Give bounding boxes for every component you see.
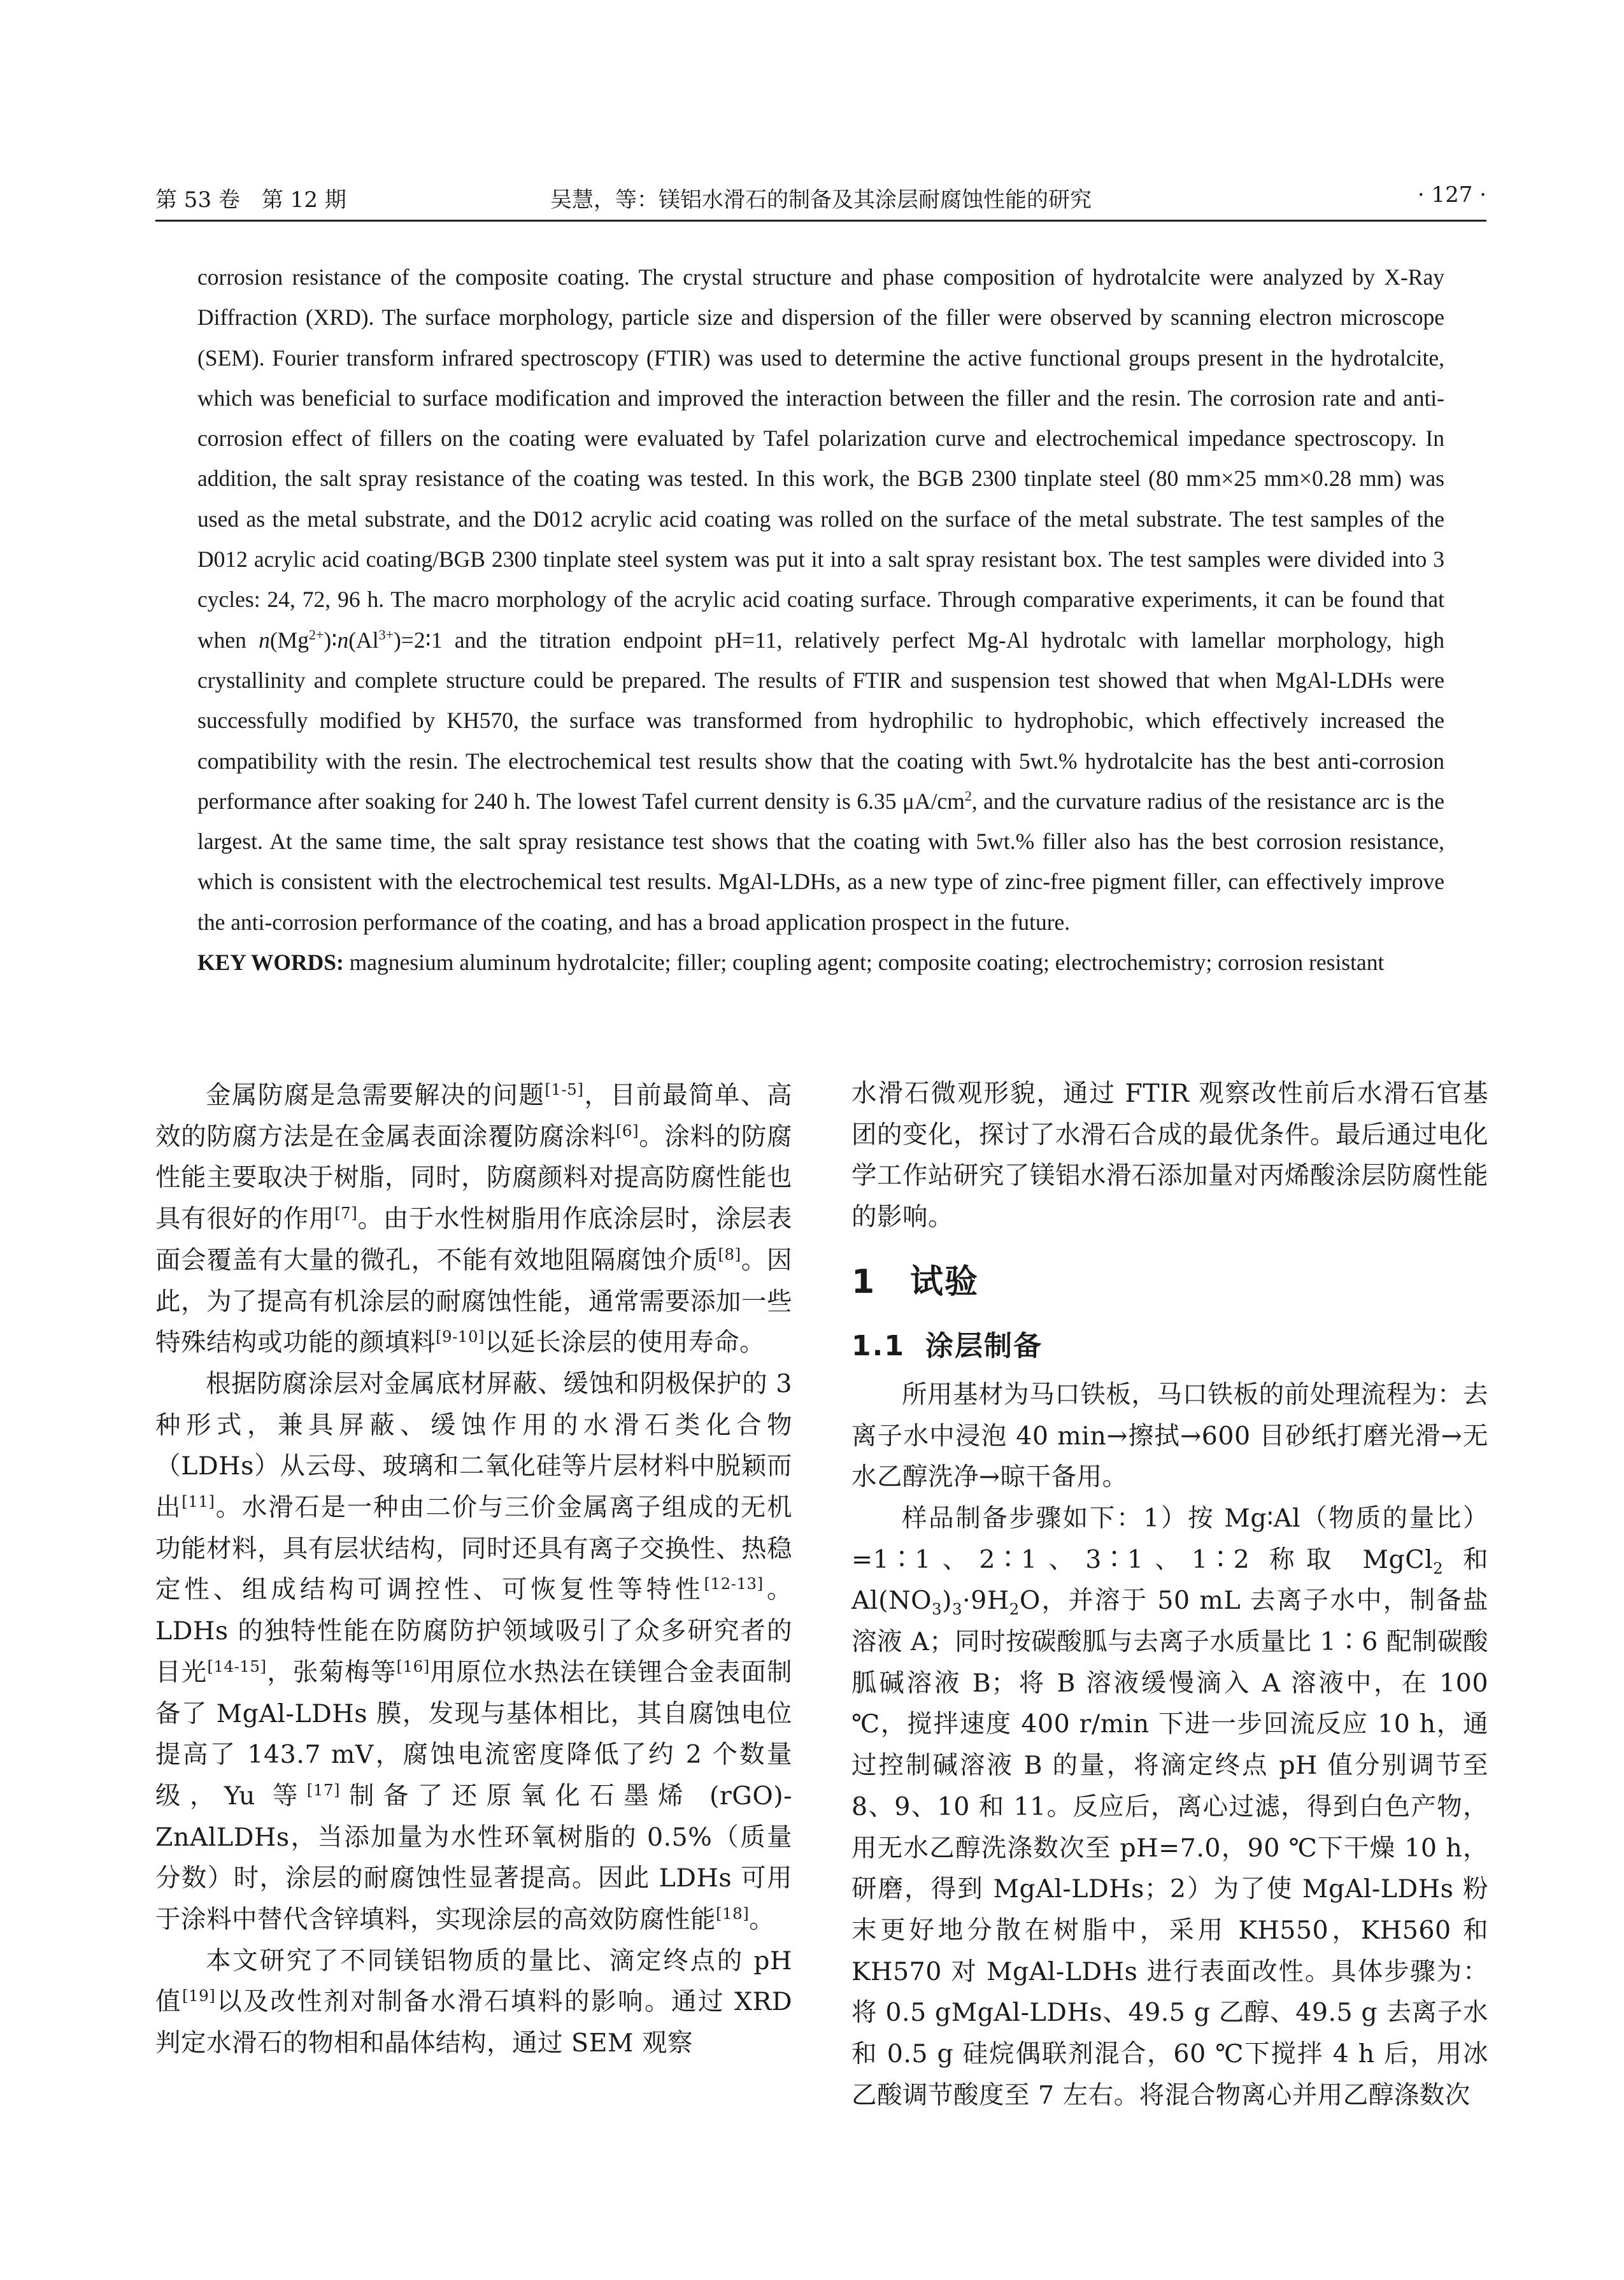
abstract-text: (Al [348,627,379,653]
subsection-title: 涂层制备 [925,1329,1043,1362]
abstract-text: )∶ [324,627,338,653]
intro-paragraph-2 [155,1364,792,1941]
method-paragraph-2 [851,1498,1488,2116]
citation: [14-15] [207,1657,267,1676]
intro-paragraph-1 [155,1075,792,1364]
abstract-paragraph [197,257,1444,943]
left-column [155,1075,792,2064]
abstract-sup: 3+ [378,626,394,643]
intro-paragraph-3 [155,1941,792,2064]
body-text: 。因此，为了提高有机涂层的耐腐蚀性能，通常需要添加一些特殊结构或功能的颜填料 [155,1245,793,1358]
body-text: ) [942,1586,953,1616]
body-text: ，目前最简单、高效的防腐方法是在金属表面涂覆防腐涂料 [155,1081,793,1151]
abstract-text: )=2∶1 [393,627,443,653]
body-text: 用原位水热法在镁锂合金表面制备了 MgAl-LDHs 膜，发现与基体相比，其自腐蚀电位提高了 143.7 mV，腐蚀电流密度降低了约 2 个数量级，Yu 等 [155,1657,793,1811]
citation: [7] [334,1203,358,1222]
body-text: O，并溶于 50 mL 去离子水中，制备盐溶液 A；同时按碳酸胍与去离子水质量比 1∶6 配制碳酸胍碱溶液 B；将 B 溶液缓慢滴入 A 溶液中，在 100 ℃，搅拌速度 400 r/min 下进一步回流反应 10 h，通过控制碱溶液 B 的量，将滴定终点 pH 值分别调节至 8、9、10 和 11。反应后，离心过滤，得到白色产物，用无水乙醇洗涤数次至 pH=7.0，90 ℃下干燥 10 h，研磨，得到 MgAl-LDHs；2）为了使 MgAl-LDHs 粉末更好地分散在树脂中，采用 KH550，KH560 和 KH570 对 MgAl-LDHs 进行表面改性。具体步骤为：将 0.5 gMgAl-LDHs、49.5 g 乙醇、49.5 g 去离子水和 0.5 g 硅烷偶联剂混合，60 ℃下搅拌 4 h 后，用冰乙酸调节酸度至 7 左右。将混合物离心并用乙醇涤数次 [851,1586,1488,2110]
abstract-text: and the titration endpoint pH=11, relatively perfect Mg-Al hydrotalc with lamellar morphology, high crystallinity and complete structure could be prepared. The results of FTIR and suspension test showed that when MgAl-LDHs were successfully modified by KH570, the surface was transformed from hydrophilic to hydrophobic, which effectively increased the compatibility with the resin. The electrochemical test results show that the coating with 5wt.% hydrotalcite has the best anti-corrosion performance after soaking for 240 h. The lowest Tafel current density is 6.35 μA/cm [197,627,1444,814]
abstract-sup: 2+ [309,626,324,643]
subscript: 2 [1009,1600,1020,1619]
subscript: 3 [932,1600,943,1619]
citation: [9-10] [436,1327,485,1346]
header-article-title: 吴慧，等：镁铝水滑石的制备及其涂层耐腐蚀性能的研究 [550,187,1092,213]
abstract-text: (Mg [269,627,309,653]
subscript: 3 [952,1600,963,1619]
citation: [18] [716,1904,750,1923]
body-text: 。由于水性树脂用作底涂层时，涂层表面会覆盖有大量的微孔，不能有效地阻隔腐蚀介质 [155,1204,793,1275]
body-text: 金属防腐是急需要解决的问题 [206,1081,545,1110]
citation: [16] [396,1657,430,1676]
citation: [1-5] [545,1079,584,1099]
citation: [17] [306,1780,341,1799]
body-text: ·9H [962,1586,1009,1616]
english-abstract [197,257,1444,983]
body-text: 。 [749,1905,775,1935]
running-header [155,177,1486,217]
header-rule [155,220,1486,222]
section-title: 试验 [910,1262,979,1301]
method-paragraph-1: 所用基材为马口铁板，马口铁板的前处理流程为：去离子水中浸泡 40 min→擦拭→600 目砂纸打磨光滑→无水乙醇洗净→晾干备用。 [851,1379,1488,1492]
intro-paragraph-3-continued: 水滑石微观形貌，通过 FTIR 观察改性前后水滑石官基团的变化，探讨了水滑石合成的最优条件。最后通过电化学工作站研究了镁铝水滑石添加量对丙烯酸涂层防腐性能的影响。 [851,1079,1488,1232]
header-page-number: · 127 · [1417,182,1486,208]
section-number: 1 [851,1262,876,1301]
abstract-italic-n: n [337,627,349,653]
body-text: 根据防腐涂层对金属底材屏蔽、缓蚀和阴极保护的 3 种形式，兼具屏蔽、缓蚀作用的水滑石类化合物（LDHs）从云母、玻璃和二氧化硅等片层材料中脱颖而出 [155,1369,792,1523]
citation: [6] [615,1121,639,1140]
keywords-paragraph [197,943,1444,983]
body-text: 本文研究了不同镁铝物质的量比、滴定终点的 pH 值 [155,1946,792,2017]
body-text: 以延长涂层的使用寿命。 [485,1328,766,1358]
body-text: 和 Al(NO [851,1544,1489,1616]
right-column [851,1073,1488,2116]
abstract-text: corrosion resistance of the composite coating. The crystal structure and phase composition of hydrotalcite were analyzed by X-Ray Diffraction (XRD). The surface morphology, particle size and dispersion of the filler were observed by scanning electron microscope (SEM). Fourier transform infrared spectroscopy (FTIR) was used to determine the active functional groups present in the hydrotalcite, which was beneficial to surface modification and improved the interaction between the filler and the resin. The corrosion rate and anti-corrosion effect of fillers on the coating were evaluated by Tafel polarization curve and electrochemical impedance spectroscopy. In addition, the salt spray resistance of the coating was tested. In this work, the BGB 2300 tinplate steel (80 mm×25 mm×0.28 mm) was used as the metal substrate, and the D012 acrylic acid coating was rolled on the surface of the metal substrate. The test samples of the D012 acrylic acid coating/BGB 2300 tinplate steel system was put it into a salt spray resistant box. The test samples were divided into 3 cycles: 24, 72, 96 h. The macro morphology of the acrylic acid coating surface. Through comparative experiments, it can be found that when [197,264,1444,653]
body-text: 。LDHs 的独特性能在防腐防护领域吸引了众多研究者的目光 [155,1575,793,1687]
body-text: 制备了还原氧化石墨烯 (rGO)-ZnAlLDHs，当添加量为水性环氧树脂的 0.5%（质量分数）时，涂层的耐腐蚀性显著提高。因此 LDHs 可用于涂料中替代含锌填料，实现涂层的高效防腐性能 [155,1781,792,1935]
citation: [11] [182,1492,215,1511]
section-heading [851,1260,1488,1304]
subsection-number: 1.1 [851,1329,905,1362]
abstract-italic-n: n [259,627,270,653]
header-volume-issue: 第 53 卷 第 12 期 [155,187,346,213]
abstract-sup: 2 [964,788,972,804]
subscript: 2 [1433,1558,1444,1578]
body-text: 以及改性剂对制备水滑石填料的影响。通过 XRD 判定水滑石的物相和晶体结构，通过 SEM 观察 [155,1987,792,2058]
body-text: 。水滑石是一种由二价与三价金属离子组成的无机功能材料，具有层状结构，同时还具有离子交换性、热稳定性、组成结构可调控性、可恢复性等特性 [155,1493,793,1605]
body-text: ，张菊梅等 [266,1657,397,1687]
citation: [19] [182,1986,216,2006]
citation: [8] [718,1244,741,1264]
abstract-text: , and the curvature radius of the resistance arc is the largest. At the same time, the salt spray resistance test shows that the coating with 5wt.% filler also has the best corrosion resistance, which is consistent with the electrochemical test results. MgAl-LDHs, as a new type of zinc-free pigment filler, can effectively improve the anti-corrosion performance of the coating, and has a broad application prospect in the future. [197,788,1444,935]
subsection-heading [851,1326,1488,1367]
body-text: 样品制备步骤如下：1）按 Mg∶Al（物质的量比）=1∶1、2∶1、3∶1、1∶2 称取 MgCl [851,1503,1488,1574]
citation: [12-13] [704,1574,764,1593]
body-text: 。涂料的防腐性能主要取决于树脂，同时，防腐颜料对提高防腐性能也具有很好的作用 [155,1122,793,1234]
keywords-label: KEY WORDS: [197,950,344,976]
keywords-text: magnesium aluminum hydrotalcite; filler; coupling agent; composite coating; electrochemistry; corrosion resistant [343,950,1385,976]
